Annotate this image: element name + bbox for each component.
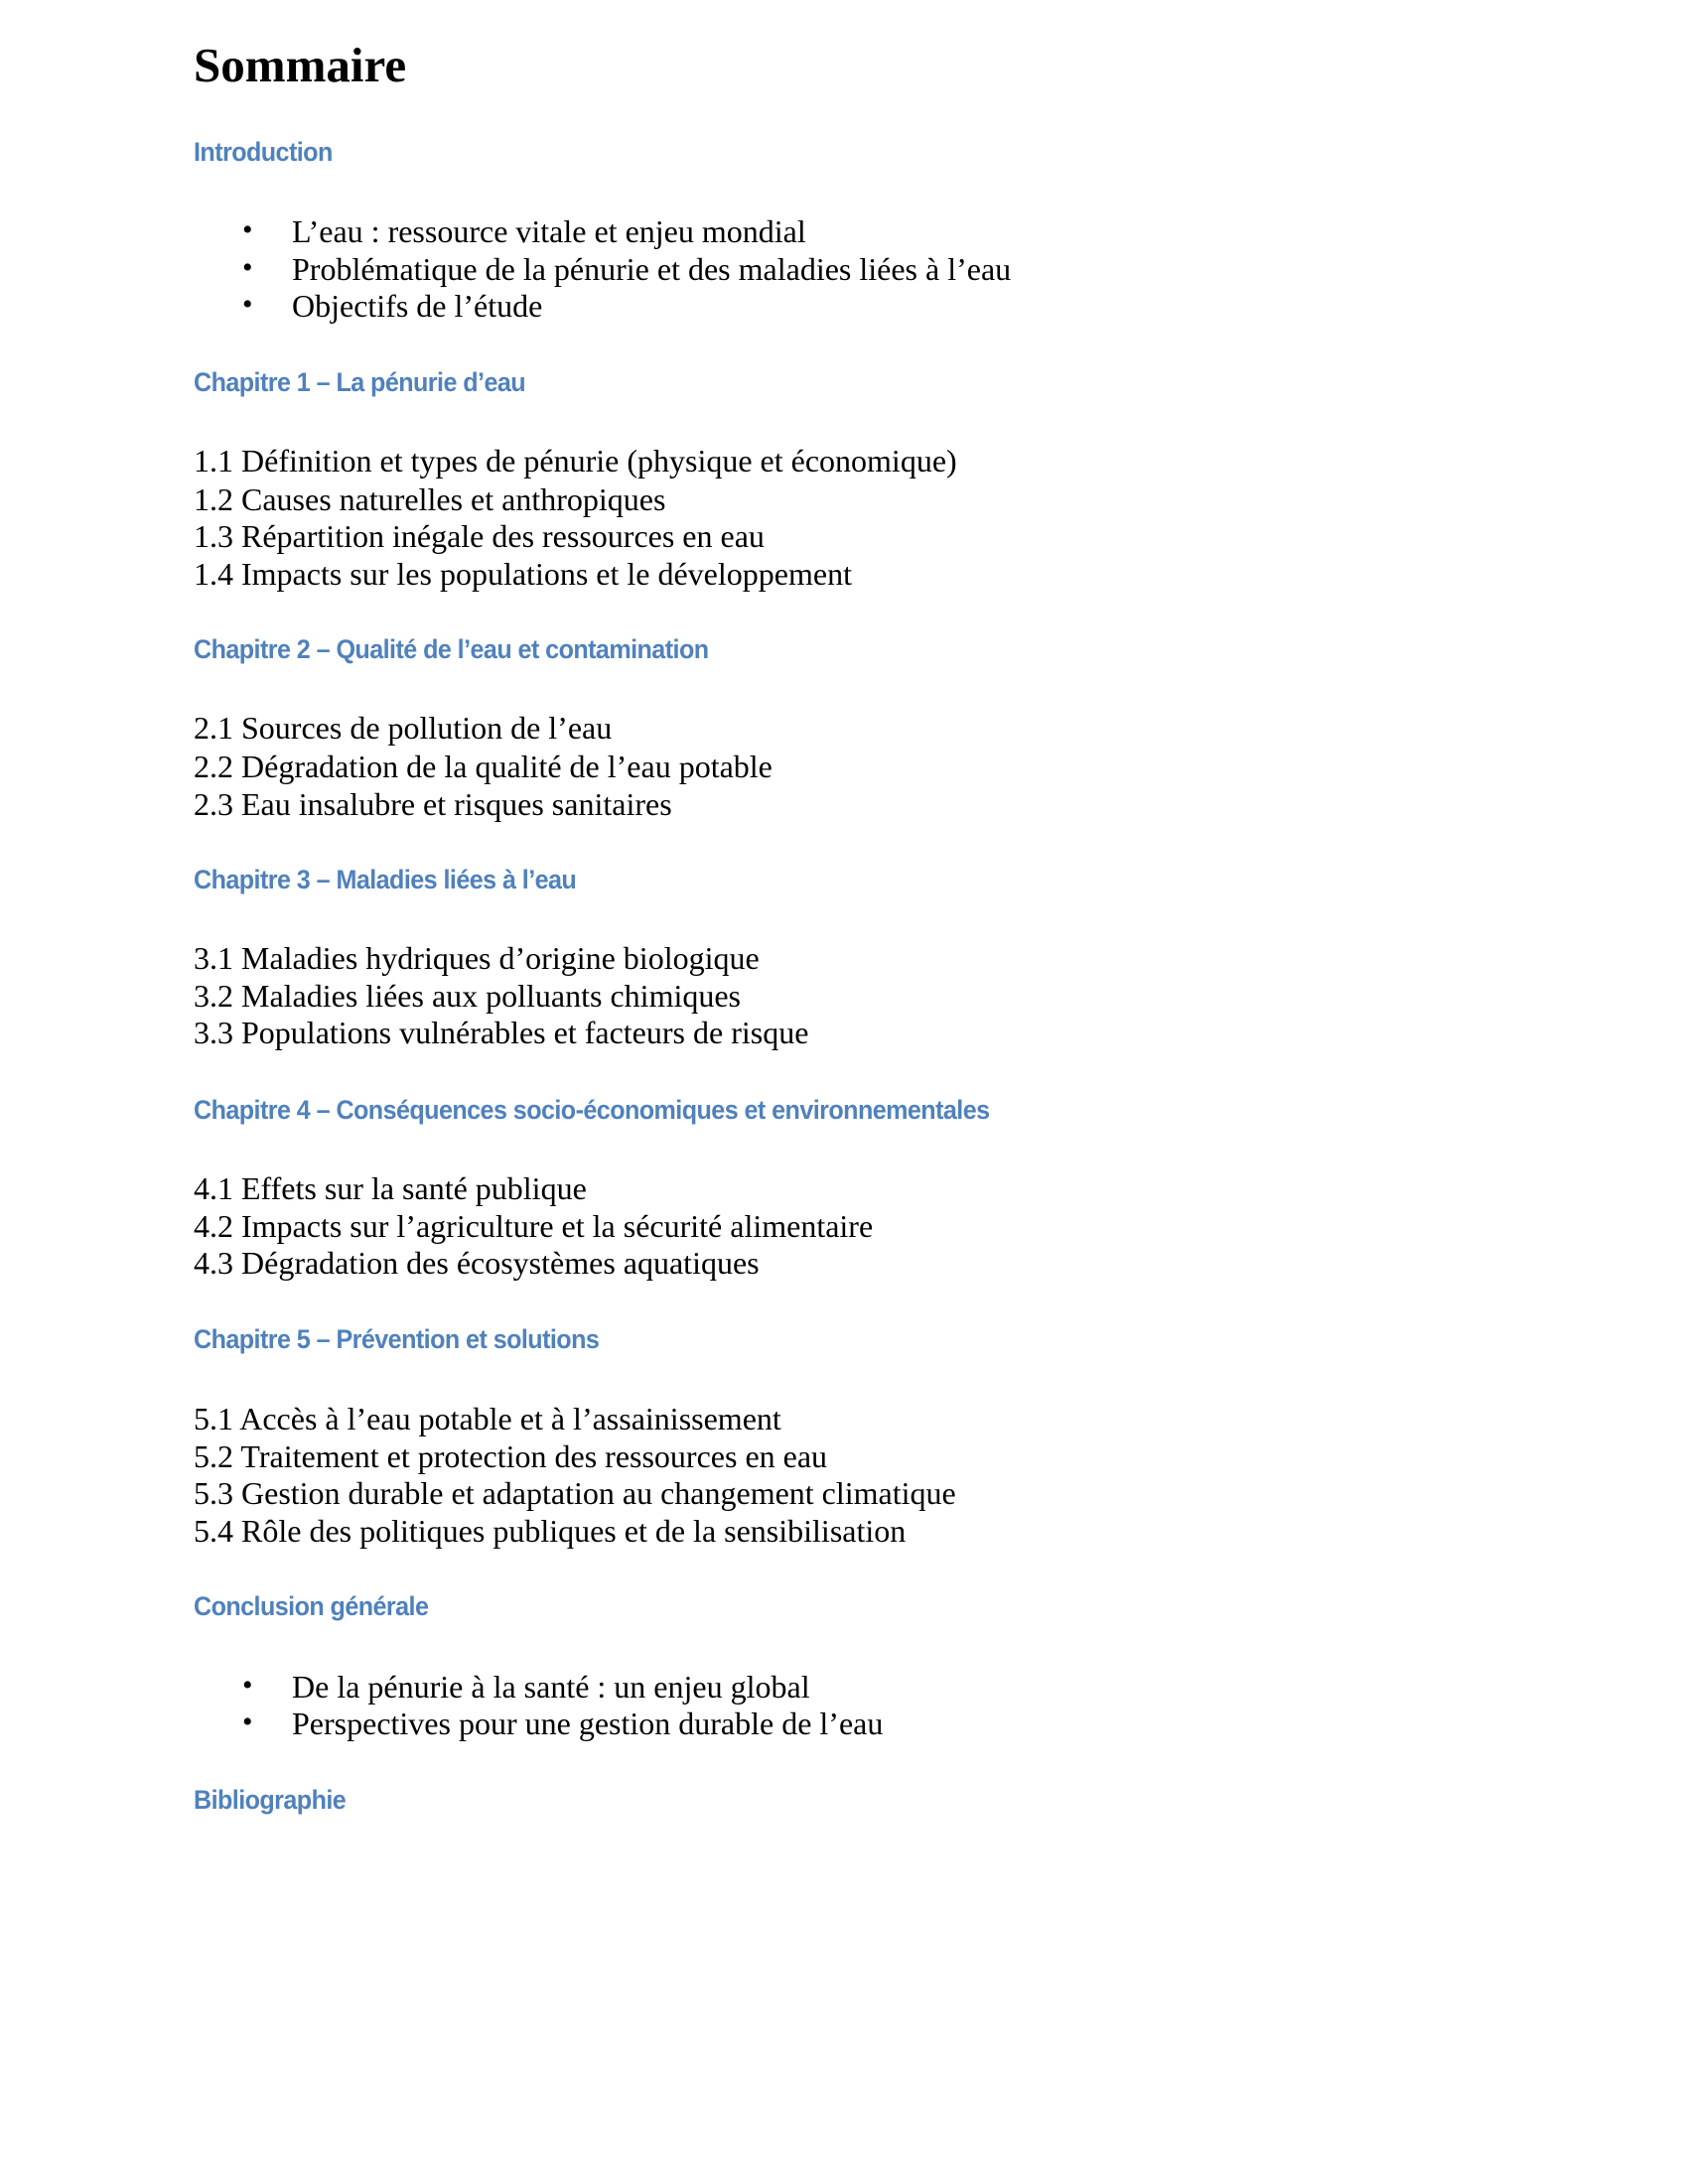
- toc-item: 4.3 Dégradation des écosystèmes aquatiques: [194, 1245, 760, 1281]
- heading-chapter-5: Chapitre 5 – Prévention et solutions: [194, 1324, 600, 1354]
- bullet-icon: •: [242, 1669, 253, 1702]
- intro-item: Objectifs de l’étude: [292, 288, 543, 324]
- bullet-icon: •: [242, 1706, 253, 1738]
- bullet-icon: •: [242, 213, 253, 246]
- toc-item: 2.1 Sources de pollution de l’eau: [194, 710, 613, 746]
- conclusion-item: De la pénurie à la santé : un enjeu global: [292, 1669, 810, 1705]
- heading-chapter-2: Chapitre 2 – Qualité de l’eau et contamination: [194, 634, 709, 664]
- toc-item: 3.1 Maladies hydriques d’origine biologique: [194, 940, 760, 976]
- toc-item: 5.2 Traitement et protection des ressources en eau: [194, 1438, 828, 1474]
- toc-item: 5.3 Gestion durable et adaptation au changement climatique: [194, 1475, 956, 1511]
- toc-item: 1.1 Définition et types de pénurie (physique et économique): [194, 443, 957, 478]
- toc-item: 3.2 Maladies liées aux polluants chimiques: [194, 978, 741, 1014]
- toc-item: 3.3 Populations vulnérables et facteurs de risque: [194, 1015, 809, 1050]
- intro-item: L’eau : ressource vitale et enjeu mondial: [292, 213, 806, 249]
- heading-bibliography: Bibliographie: [194, 1785, 347, 1815]
- heading-introduction: Introduction: [194, 137, 333, 167]
- bullet-icon: •: [242, 251, 253, 284]
- toc-item: 1.4 Impacts sur les populations et le développement: [194, 556, 852, 592]
- heading-conclusion: Conclusion générale: [194, 1591, 429, 1621]
- intro-item: Problématique de la pénurie et des maladies liées à l’eau: [292, 251, 1012, 287]
- heading-chapter-3: Chapitre 3 – Maladies liées à l’eau: [194, 865, 577, 894]
- toc-item: 5.4 Rôle des politiques publiques et de la sensibilisation: [194, 1513, 907, 1549]
- toc-item: 5.1 Accès à l’eau potable et à l’assainissement: [194, 1401, 781, 1436]
- toc-item: 2.3 Eau insalubre et risques sanitaires: [194, 786, 672, 822]
- bullet-icon: •: [242, 288, 253, 321]
- toc-item: 1.3 Répartition inégale des ressources en eau: [194, 518, 765, 554]
- toc-item: 4.2 Impacts sur l’agriculture et la sécurité alimentaire: [194, 1208, 874, 1244]
- heading-chapter-4: Chapitre 4 – Conséquences socio-économiques et environnementales: [194, 1095, 990, 1125]
- toc-item: 2.2 Dégradation de la qualité de l’eau potable: [194, 749, 773, 784]
- toc-item: 4.1 Effets sur la santé publique: [194, 1170, 587, 1206]
- conclusion-item: Perspectives pour une gestion durable de l’eau: [292, 1706, 884, 1741]
- toc-item: 1.2 Causes naturelles et anthropiques: [194, 481, 666, 517]
- heading-chapter-1: Chapitre 1 – La pénurie d’eau: [194, 367, 526, 397]
- page-title: Sommaire: [194, 38, 407, 92]
